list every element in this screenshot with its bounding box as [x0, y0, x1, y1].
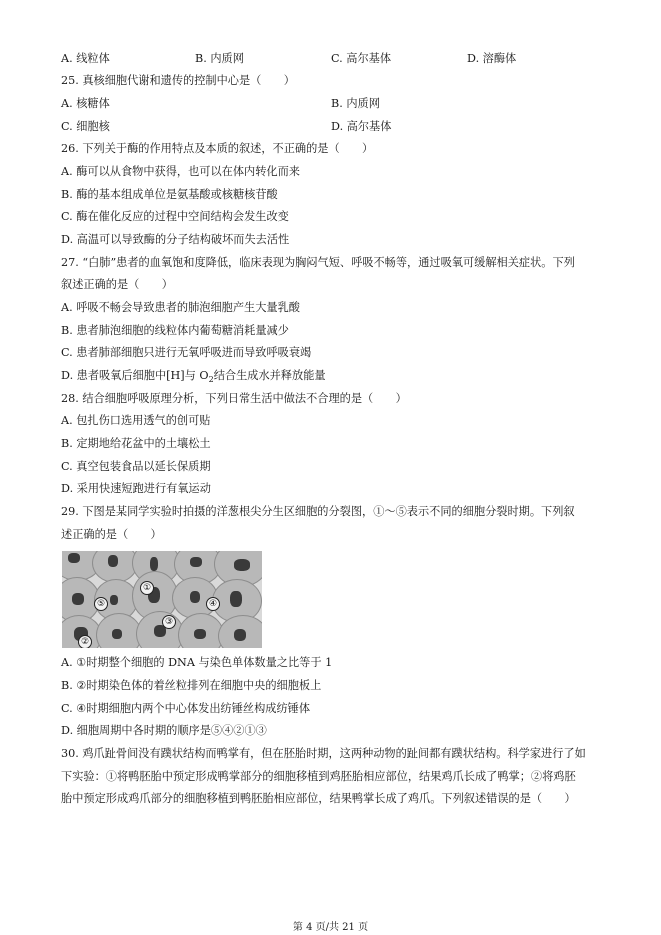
- q29-option-b: B. ②时期染色体的着丝粒排列在细胞中央的细胞板上: [61, 679, 322, 692]
- q25-option-d: D. 高尔基体: [331, 120, 392, 133]
- nucleus: [112, 629, 122, 639]
- q29-option-d: D. 细胞周期中各时期的顺序是⑤④②①③: [61, 724, 267, 737]
- figure-label-2: ②: [78, 635, 92, 648]
- figure-label-3: ③: [162, 615, 176, 629]
- q25-option-c: C. 细胞核: [61, 120, 110, 133]
- q27-stem-line1: 27. “白肺”患者的血氧饱和度降低，临床表现为胸闷气短、呼吸不畅等，通过吸氧可缓解相关症状。下列: [61, 256, 575, 269]
- q25-stem: 25. 真核细胞代谢和遗传的控制中心是（ ）: [61, 74, 295, 87]
- q24-option-b: B. 内质网: [195, 52, 244, 65]
- q29-option-c: C. ④时期细胞内两个中心体发出纺锤丝构成纺锤体: [61, 702, 311, 715]
- q24-option-d: D. 溶酶体: [467, 52, 517, 65]
- q24-option-a: A. 线粒体: [61, 52, 110, 65]
- nucleus: [190, 557, 202, 567]
- q28-option-a: A. 包扎伤口选用透气的创可贴: [61, 414, 211, 427]
- nucleus: [234, 559, 250, 571]
- nucleus: [234, 629, 246, 641]
- q27-option-d-subscript: 2: [208, 375, 214, 385]
- q26-option-b: B. 酶的基本组成单位是氨基酸或核糖核苷酸: [61, 188, 278, 201]
- nucleus: [68, 553, 80, 563]
- q27-stem-line2: 叙述正确的是（ ）: [61, 278, 173, 291]
- nucleus: [150, 557, 158, 571]
- q27-option-a: A. 呼吸不畅会导致患者的肺泡细胞产生大量乳酸: [61, 301, 300, 314]
- page-footer: 第 4 页/共 21 页: [292, 922, 369, 933]
- q24-option-c: C. 高尔基体: [331, 52, 392, 65]
- q26-option-d: D. 高温可以导致酶的分子结构破坏而失去活性: [61, 233, 290, 246]
- q27-option-d: [61, 369, 326, 387]
- nucleus: [108, 555, 118, 567]
- nucleus: [230, 591, 242, 607]
- q30-line3: 胎中预定形成鸡爪部分的细胞移植到鸭胚胎相应部位，结果鸭掌长成了鸡爪。下列叙述错误的是（ ）: [61, 792, 576, 805]
- nucleus: [110, 595, 118, 605]
- q29-stem-line2: 述正确的是（ ）: [61, 528, 162, 541]
- q28-stem: 28. 结合细胞呼吸原理分析，下列日常生活中做法不合理的是（ ）: [61, 392, 407, 405]
- q30-line1: 30. 鸡爪趾骨间没有蹼状结构而鸭掌有，但在胚胎时期，这两种动物的趾间都有蹼状结构。科学家进行了如: [61, 747, 586, 760]
- q30-line2: 下实验：①将鸭胚胎中预定形成鸭掌部分的细胞移植到鸡胚胎相应部位，结果鸡爪长成了鸭掌；②将鸡胚: [61, 770, 576, 783]
- q27-option-d-suffix: 结合生成水并释放能量: [213, 369, 326, 382]
- onion-root-tip-micrograph: [62, 551, 262, 648]
- q25-option-a: A. 核糖体: [61, 97, 110, 110]
- q27-option-c: C. 患者肺部细胞只进行无氧呼吸进而导致呼吸衰竭: [61, 346, 312, 359]
- q29-stem-line1: 29. 下图是某同学实验时拍摄的洋葱根尖分生区细胞的分裂图，①～⑤表示不同的细胞分裂时期。下列叙: [61, 505, 575, 518]
- nucleus: [194, 629, 206, 639]
- q28-option-c: C. 真空包装食品以延长保质期: [61, 460, 211, 473]
- figure-label-5: ⑤: [94, 597, 108, 611]
- q27-option-b: B. 患者肺泡细胞的线粒体内葡萄糖消耗量减少: [61, 324, 289, 337]
- q26-stem: 26. 下列关于酶的作用特点及本质的叙述，不正确的是（ ）: [61, 142, 374, 155]
- q27-option-d-prefix: D. 患者吸氧后细胞中[H]与 O: [61, 369, 209, 382]
- q26-option-a: A. 酶可以从食物中获得，也可以在体内转化而来: [61, 165, 300, 178]
- nucleus: [190, 591, 200, 603]
- q29-option-a: A. ①时期整个细胞的 DNA 与染色单体数量之比等于 1: [61, 656, 333, 669]
- q26-option-c: C. 酶在催化反应的过程中空间结构会发生改变: [61, 210, 289, 223]
- q28-option-d: D. 采用快速短跑进行有氧运动: [61, 482, 211, 495]
- figure-label-1: ①: [140, 581, 154, 595]
- nucleus: [72, 593, 84, 605]
- figure-label-4: ④: [206, 597, 220, 611]
- q28-option-b: B. 定期地给花盆中的土壤松土: [61, 437, 211, 450]
- q25-option-b: B. 内质网: [331, 97, 380, 110]
